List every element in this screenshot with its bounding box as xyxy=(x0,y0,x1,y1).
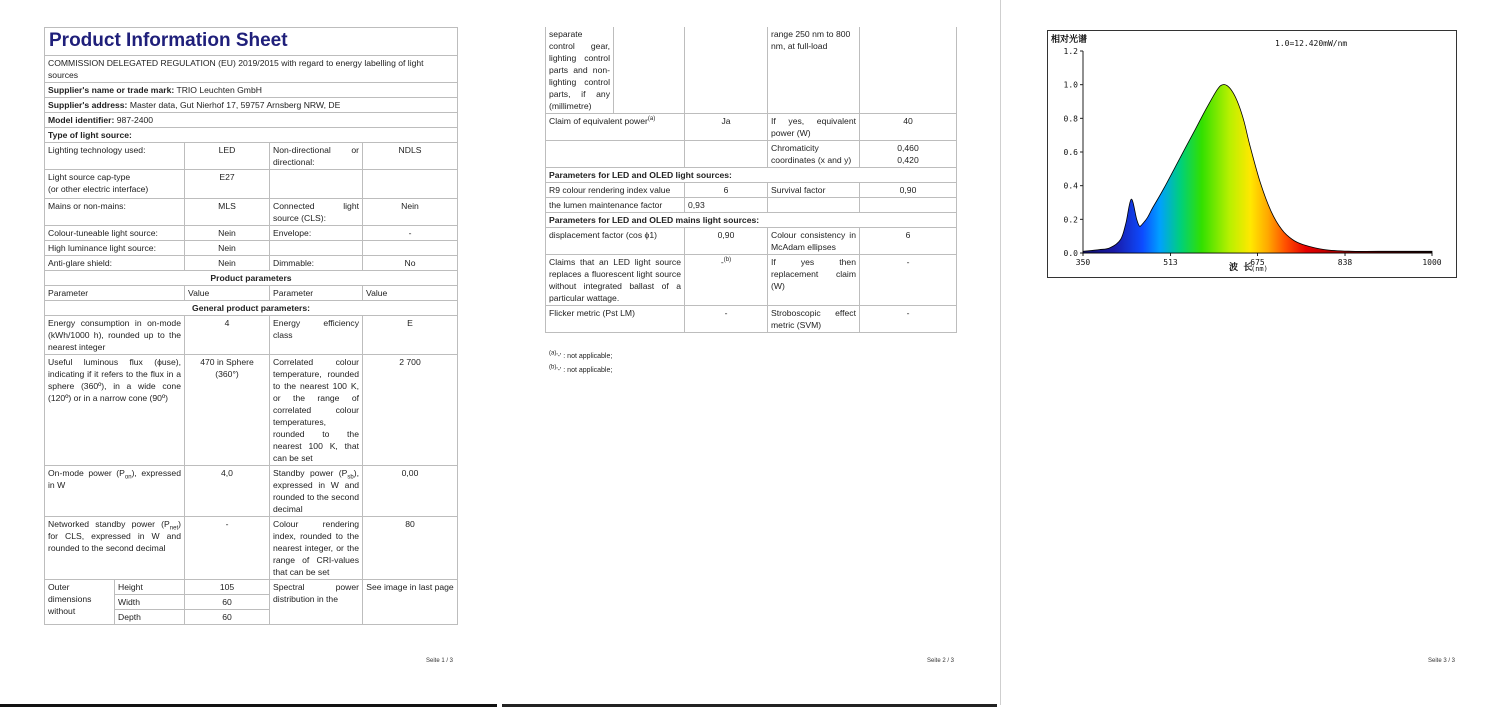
flicker-value: - xyxy=(685,306,768,333)
chroma-values: 0,460 0,420 xyxy=(860,141,957,168)
mains-params-heading: Parameters for LED and OLED mains light sources: xyxy=(546,213,957,228)
x-tick-label: 838 xyxy=(1337,258,1353,267)
strobo-label: Stroboscopic effect metric (SVM) xyxy=(768,306,860,333)
hl-label: High luminance light source: xyxy=(45,241,185,256)
document-page-2 xyxy=(500,0,1000,705)
r9-label: R9 colour rendering index value xyxy=(546,183,685,198)
col-parameter-2: Parameter xyxy=(270,286,363,301)
disp-label: displacement factor (cos ϕ1) xyxy=(546,228,685,255)
equiv-w-label: If yes, equivalent power (W) xyxy=(768,114,860,141)
y-tick-label: 0.6 xyxy=(1063,148,1078,157)
col-value-2: Value xyxy=(363,286,458,301)
y-tick-label: 1.0 xyxy=(1063,80,1078,90)
hl-value: Nein xyxy=(185,241,270,256)
height-label: Height xyxy=(115,580,185,595)
col-value: Value xyxy=(185,286,270,301)
depth-label: Depth xyxy=(115,610,185,625)
address-row: Supplier's address: Master data, Gut Nierhof 17, 59757 Arnsberg NRW, DE xyxy=(45,98,458,113)
lumen-value: 0,93 xyxy=(685,198,768,213)
document-page-3 xyxy=(1000,0,1500,705)
macadam-label: Colour consistency in McAdam ellipses xyxy=(768,228,860,255)
product-params-heading: Product parameters xyxy=(45,271,458,286)
footnote-b: $^{(b)}$'-' : not applicable; xyxy=(549,364,613,374)
macadam-value: 6 xyxy=(860,228,957,255)
disp-value: 0,90 xyxy=(685,228,768,255)
spectrum-chart xyxy=(1047,30,1457,278)
spd-value: See image in last page xyxy=(363,580,458,625)
page-divider-1 xyxy=(0,704,497,707)
eff-value: E xyxy=(363,316,458,355)
y-tick-label: 0.4 xyxy=(1063,181,1078,191)
y-tick-label: 0.8 xyxy=(1063,114,1078,124)
regulation-text: COMMISSION DELEGATED REGULATION (EU) 2019/2015 with regard to energy labelling of light sources xyxy=(45,56,458,83)
y-tick-label: 1.2 xyxy=(1063,47,1078,56)
ag-label: Anti-glare shield: xyxy=(45,256,185,271)
replace-label: If yes then replacement claim (W) xyxy=(768,255,860,306)
energy-value: 4 xyxy=(185,316,270,355)
tune-value: Nein xyxy=(185,226,270,241)
page-number-1: Seite 1 / 3 xyxy=(426,658,454,664)
claims-label: Claims that an LED light source replaces a fluorescent light source without integrated ballast of a particular wattage. xyxy=(546,255,685,306)
type-heading: Type of light source: xyxy=(45,128,458,143)
flux-label: Useful luminous flux (ϕuse), indicating if it refers to the flux in a sphere (360º), in a wide cone (120º) or in a narrow cone (90º) xyxy=(45,355,185,466)
page-divider-2 xyxy=(502,704,997,707)
cont-left-label: separate control gear, lighting control parts and non-lighting control parts, if any (millimetre) xyxy=(546,27,614,114)
tech-value: LED xyxy=(185,143,270,170)
survival-label: Survival factor xyxy=(768,183,860,198)
chart-xlabel: 波 长 xyxy=(1229,263,1253,273)
depth-value: 60 xyxy=(185,610,270,625)
claims-value: -$^{(b)}$ xyxy=(685,255,768,306)
page-number-2: Seite 2 / 3 xyxy=(927,658,955,664)
cri-value: 80 xyxy=(363,517,458,580)
cls-label: Connected light source (CLS): xyxy=(270,199,363,226)
width-label: Width xyxy=(115,595,185,610)
direc-value: NDLS xyxy=(363,143,458,170)
direc-label: Non-directional or directional: xyxy=(270,143,363,170)
pon-value: 4,0 xyxy=(185,466,270,517)
cls-value: Nein xyxy=(363,199,458,226)
page-number-3: Seite 3 / 3 xyxy=(1428,658,1456,664)
chart-ylabel: 相对光谱 xyxy=(1051,35,1088,45)
eff-label: Energy efficiency class xyxy=(270,316,363,355)
psb-label: Standby power $(P_{sb})$, expressed in W and rounded to the second decimal xyxy=(270,466,363,517)
spd-label: Spectral power distribution in the xyxy=(270,580,363,625)
x-tick-label: 350 xyxy=(1075,258,1091,267)
x-tick-label: 675 xyxy=(1250,258,1265,267)
cap-value: E27 xyxy=(185,170,270,199)
energy-label: Energy consumption in on-mode (kWh/1000 h), rounded up to the nearest integer xyxy=(45,316,185,355)
pnet-value: - xyxy=(185,517,270,580)
chroma-label: Chromaticity coordinates (x and y) xyxy=(768,141,860,168)
chart-xunit: (nm) xyxy=(1251,265,1268,273)
width-value: 60 xyxy=(185,595,270,610)
tech-label: Lighting technology used: xyxy=(45,143,185,170)
cap-label: Light source cap-type (or other electric interface) xyxy=(45,170,185,199)
footnote-a: $^{(a)}$'-' : not applicable; xyxy=(549,350,613,360)
env-value: - xyxy=(363,226,458,241)
supplier-row: Supplier's name or trade mark: TRIO Leuchten GmbH xyxy=(45,83,458,98)
mains-label: Mains or non-mains: xyxy=(45,199,185,226)
tune-label: Colour-tuneable light source: xyxy=(45,226,185,241)
x-tick-label: 513 xyxy=(1163,258,1178,267)
x-tick-label: 1000 xyxy=(1422,258,1442,267)
model-row: Model identifier: 987-2400 xyxy=(45,113,458,128)
product-info-table-cont xyxy=(545,27,957,333)
lumen-label: the lumen maintenance factor xyxy=(546,198,685,213)
replace-value: - xyxy=(860,255,957,306)
mains-value: MLS xyxy=(185,199,270,226)
product-info-table xyxy=(44,27,458,625)
psb-value: 0,00 xyxy=(363,466,458,517)
dim-value: No xyxy=(363,256,458,271)
r9-value: 6 xyxy=(685,183,768,198)
height-value: 105 xyxy=(185,580,270,595)
strobo-value: - xyxy=(860,306,957,333)
survival-value: 0,90 xyxy=(860,183,957,198)
pnet-label: Networked standby power $(P_{net})$ for CLS, expressed in W and rounded to the second decimal xyxy=(45,517,185,580)
col-parameter: Parameter xyxy=(45,286,185,301)
env-label: Envelope: xyxy=(270,226,363,241)
y-tick-label: 0.2 xyxy=(1063,215,1078,225)
cct-label: Correlated colour temperature, rounded to the nearest 100 K, or the range of correlated colour temperatures, rounded to the nearest 100 K, that can be set xyxy=(270,355,363,466)
equiv-w-value: 40 xyxy=(860,114,957,141)
chart-scale-annotation: 1.0=12.420mW/nm xyxy=(1275,39,1348,48)
led-params-heading: Parameters for LED and OLED light sources: xyxy=(546,168,957,183)
page-title: Product Information Sheet xyxy=(45,28,458,56)
pon-label: On-mode power $(P_{on})$, expressed in W xyxy=(45,466,185,517)
general-params-heading: General product parameters: xyxy=(45,301,458,316)
outer-dim-label: Outer dimensions without xyxy=(45,580,115,625)
flicker-label: Flicker metric (Pst LM) xyxy=(546,306,685,333)
y-tick-label: 0.0 xyxy=(1063,249,1078,258)
flux-value: 470 in Sphere (360°) xyxy=(185,355,270,466)
document-page-1 xyxy=(0,0,500,705)
ag-value: Nein xyxy=(185,256,270,271)
cont-right-label: range 250 nm to 800 nm, at full-load xyxy=(768,27,860,114)
equiv-value: Ja xyxy=(685,114,768,141)
dim-label: Dimmable: xyxy=(270,256,363,271)
equiv-label: Claim of equivalent power$^{(a)}$ xyxy=(546,114,685,141)
cct-value: 2 700 xyxy=(363,355,458,466)
cri-label: Colour rendering index, rounded to the nearest integer, or the range of CRI-values that can be set xyxy=(270,517,363,580)
